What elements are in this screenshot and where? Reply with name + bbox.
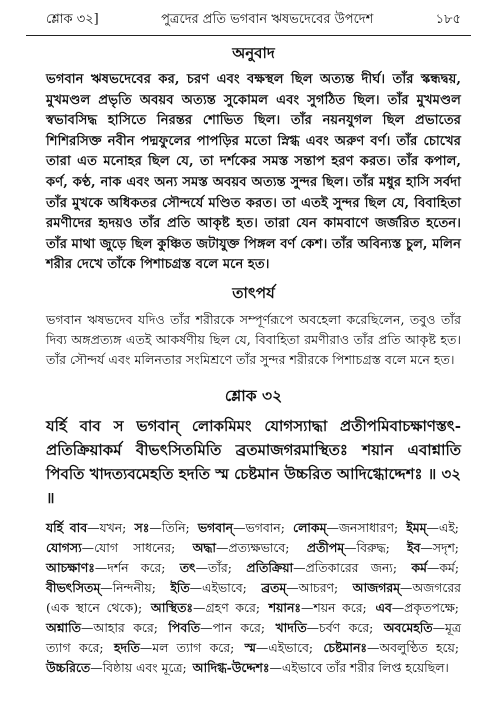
synonym-meaning: শয়ন করে;	[313, 599, 367, 615]
synonym-term: পিবতি	[168, 619, 201, 635]
synonym-term: চেষ্টমানঃ	[323, 639, 367, 655]
synonym-entry: লোকম্—জনসাধারণ;	[293, 519, 399, 535]
purport-text: ভগবান ঋষভদেব যদিও তাঁর শরীরকে সম্পূর্ণরূপে অবহেলা করেছিলেন, তবুও তাঁর দিব্য অঙ্গপ্রত্যঙ্গ এতই আকর্ষণীয় ছিল যে, বিবাহিতা রমণীরাও তাঁর প্রতি আকৃষ্ট হত। তাঁর সৌন্দর্য এবং মলিনতার সংমিশ্রণে তাঁর সুন্দর শরীরকে পিশাচগ্রস্ত বলে মনে হত।	[46, 311, 461, 367]
synonym-meaning: যখন;	[99, 519, 127, 535]
synonym-meaning: ভগবান;	[245, 519, 285, 535]
synonym-term: শয়ানঃ	[268, 599, 301, 615]
synonym-meaning: প্রতিকারের জন্য;	[305, 559, 398, 575]
synonym-entry: হদতি—মল ত্যাগ করে;	[113, 639, 235, 655]
verse-heading: শ্লোক ৩২	[224, 385, 283, 405]
purport-heading: তাৎপর্য	[232, 283, 275, 302]
synonym-meaning: এইভাবে তাঁর শরীর লিপ্ত হয়েছিল।	[281, 659, 449, 675]
synonym-entry: আস্থিতঃ—গ্রহণ করে;	[150, 599, 261, 615]
synonym-entry: খাদতি—চর্বণ করে;	[275, 619, 374, 635]
synonym-entry: ব্রতম্—আচরণ;	[261, 579, 339, 595]
synonym-entry: কর্ম—কর্ম;	[411, 559, 459, 575]
synonym-term: অদ্ধা	[192, 539, 217, 555]
synonym-meaning: আহার করে;	[93, 619, 158, 635]
synonym-term: আজগরম্	[352, 579, 401, 595]
page-number: ১৮৫	[435, 12, 461, 27]
synonym-term: অশ্নাতি	[46, 619, 81, 635]
synonym-term: যোগস্য	[46, 539, 82, 555]
synonym-meaning: প্রকৃতপক্ষে;	[404, 599, 459, 615]
synonym-meaning: বিষ্ঠায় এবং মূত্রে;	[102, 659, 187, 675]
synonym-entry: পিবতি—পান করে;	[168, 619, 266, 635]
translation-text: ভগবান ঋষভদেবের কর, চরণ এবং বক্ষস্থল ছিল অত্যন্ত দীর্ঘ। তাঁর স্কন্ধদ্বয়, মুখমণ্ডল প্রভৃতি অবয়ব অত্যন্ত সুকোমল এবং সুগঠিত ছিল। তাঁর মুখমণ্ডল স্বভাবসিদ্ধ হাসিতে নিরন্তর শোভিত ছিল। তাঁর নয়নযুগল ছিল প্রভাতের শিশিরসিক্ত নবীন পদ্মফুলের পাপড়ির মতো স্নিগ্ধ এবং অরুণ বর্ণ। তাঁর চোখের তারা এত মনোহর ছিল যে, তা দর্শকের সমস্ত সন্তাপ হরণ করত। তাঁর কপাল, কর্ণ, কণ্ঠ, নাক এবং অন্য সমস্ত অবয়ব অত্যন্ত সুন্দর ছিল। তাঁর মধুর হাসি সর্বদা তাঁর মুখকে অধিকতর সৌন্দর্যে মণ্ডিত করত। তা এতই সুন্দর ছিল যে, বিবাহিতা রমণীদের হৃদয়ও তাঁর প্রতি আকৃষ্ট হত। তারা যেন কামবাণে জর্জরিত হতেন। তাঁর মাথা জুড়ে ছিল কুঞ্চিত জটাযুক্ত পিঙ্গল বর্ণ কেশ। তাঁর অবিন্যস্ত চুল, মলিন শরীর দেখে তাঁকে পিশাচগ্রস্ত বলে মনে হত।	[46, 72, 461, 273]
synonym-meaning: গ্রহণ করে;	[205, 599, 261, 615]
synonym-meaning: অজগরের (এক স্থানে থেকে);	[46, 579, 461, 615]
synonym-meaning: এইভাবে;	[268, 639, 314, 655]
synonym-meaning: আচরণ;	[298, 579, 339, 595]
synonym-meaning: যোগ সাধনের;	[94, 539, 176, 555]
synonym-meaning: এই;	[438, 519, 459, 535]
synonym-entry: যোগস্য—যোগ সাধনের;	[46, 539, 176, 555]
synonym-meaning: অবলুণ্ঠিত হয়ে;	[379, 639, 459, 655]
synonym-entry: আচক্ষাণঃ—দর্শন করে;	[46, 559, 166, 575]
synonym-entry: উচ্চরিতে—বিষ্ঠায় এবং মূত্রে;	[46, 659, 187, 675]
synonym-meaning: নিন্দনীয়;	[112, 579, 156, 595]
synonym-entry: প্রতীপম্—বিরুদ্ধ;	[306, 539, 390, 555]
synonym-meaning: তিনি;	[161, 519, 190, 535]
synonym-entry: চেষ্টমানঃ—অবলুণ্ঠিত হয়ে;	[323, 639, 459, 655]
running-header	[46, 0, 461, 31]
synonym-term: উচ্চরিতে	[46, 659, 91, 675]
synonym-meaning: প্রত্যক্ষভাবে;	[228, 539, 290, 555]
synonym-entry: বীভৎসিতম্—নিন্দনীয়;	[46, 579, 156, 595]
synonym-term: বীভৎসিতম্	[46, 579, 101, 595]
synonym-term: সঃ	[134, 519, 150, 535]
synonym-term: ব্রতম্	[261, 579, 287, 595]
synonym-entry: স্ম—এইভাবে;	[244, 639, 314, 655]
header-chapter-title: পুত্রদের প্রতি ভগবান ঋষভদেবের উপদেশ	[161, 12, 374, 27]
synonym-term: প্রতীপম্	[306, 539, 345, 555]
synonym-entry: ইমম্—এই;	[406, 519, 459, 535]
synonym-term: খাদতি	[275, 619, 307, 635]
synonym-entry: ইব—সদৃশ;	[407, 539, 459, 555]
synonym-meaning: মল ত্যাগ করে;	[152, 639, 235, 655]
synonym-term: আস্থিতঃ	[150, 599, 194, 615]
synonym-term: আদিগ্ধ-উদ্দেশঃ	[192, 659, 270, 675]
synonym-entry: অবমেহতি—মূত্র ত্যাগ করে;	[46, 619, 461, 655]
synonym-term: লোকম্	[293, 519, 327, 535]
synonym-term: হদতি	[113, 639, 140, 655]
synonym-meaning: মূত্র ত্যাগ করে;	[46, 619, 461, 655]
synonym-term: ইতি	[170, 579, 190, 595]
synonym-meaning: চর্বণ করে;	[319, 619, 374, 635]
translation-heading: অনুবাদ	[232, 44, 275, 62]
synonym-term: ভগবান্	[197, 519, 234, 535]
synonym-entry: আদিগ্ধ-উদ্দেশঃ—এইভাবে তাঁর শরীর লিপ্ত হয়েছিল।	[192, 659, 449, 675]
verse-text: যর্হি বাব স ভগবান্ লোকমিমং যোগস্যাদ্ধা প্রতীপমিবাচক্ষাণস্তৎ-প্রতিক্রিয়াকর্ম বীভৎসিতমিতি ব্রতমাজগরমাস্থিতঃ শয়ান এবাশ্নাতি পিবতি খাদত্যবমেহতি হদতি স্ম চেষ্টমান উচ্চরিত আদিগ্ধোদ্দেশঃ ॥ ৩২ ॥	[46, 416, 461, 507]
synonym-entry: শয়ানঃ—শয়ন করে;	[268, 599, 367, 615]
synonym-term: অবমেহতি	[383, 619, 433, 635]
synonym-meaning: জনসাধারণ;	[338, 519, 399, 535]
synonym-meaning: দর্শন করে;	[107, 559, 166, 575]
synonym-meaning: সদৃশ;	[432, 539, 459, 555]
header-divider	[26, 35, 471, 36]
header-verse-ref: শ্লোক ৩২]	[46, 12, 99, 27]
synonym-term: প্রতিক্রিয়া	[246, 559, 294, 575]
synonym-entry: অদ্ধা—প্রত্যক্ষভাবে;	[192, 539, 290, 555]
synonym-term: ইমম্	[406, 519, 427, 535]
synonym-term: স্ম	[244, 639, 256, 655]
synonym-term: যর্হি বাব	[46, 519, 88, 535]
synonym-meaning: এইভাবে;	[202, 579, 247, 595]
synonym-meaning: বিরুদ্ধ;	[356, 539, 390, 555]
synonym-term: কর্ম	[411, 559, 427, 575]
synonym-term: ইব	[407, 539, 421, 555]
synonym-entry: অশ্নাতি—আহার করে;	[46, 619, 158, 635]
synonym-entry: ইতি—এইভাবে;	[170, 579, 247, 595]
synonym-entry: আজগরম্—অজগরের (এক স্থানে থেকে);	[46, 579, 461, 615]
synonym-meaning: কর্ম;	[439, 559, 459, 575]
synonym-meaning: তাঁর;	[208, 559, 232, 575]
synonym-term: আচক্ষাণঃ	[46, 559, 95, 575]
synonym-entry: সঃ—তিনি;	[134, 519, 190, 535]
synonym-entry: তৎ—তাঁর;	[179, 559, 232, 575]
word-meanings	[46, 518, 461, 678]
synonym-entry: এব—প্রকৃতপক্ষে;	[375, 599, 459, 615]
synonym-entry: যর্হি বাব—যখন;	[46, 519, 127, 535]
synonym-entry: ভগবান্—ভগবান;	[197, 519, 285, 535]
synonym-entry: প্রতিক্রিয়া—প্রতিকারের জন্য;	[246, 559, 398, 575]
synonym-term: তৎ	[179, 559, 196, 575]
synonym-meaning: পান করে;	[212, 619, 266, 635]
synonym-term: এব	[375, 599, 392, 615]
